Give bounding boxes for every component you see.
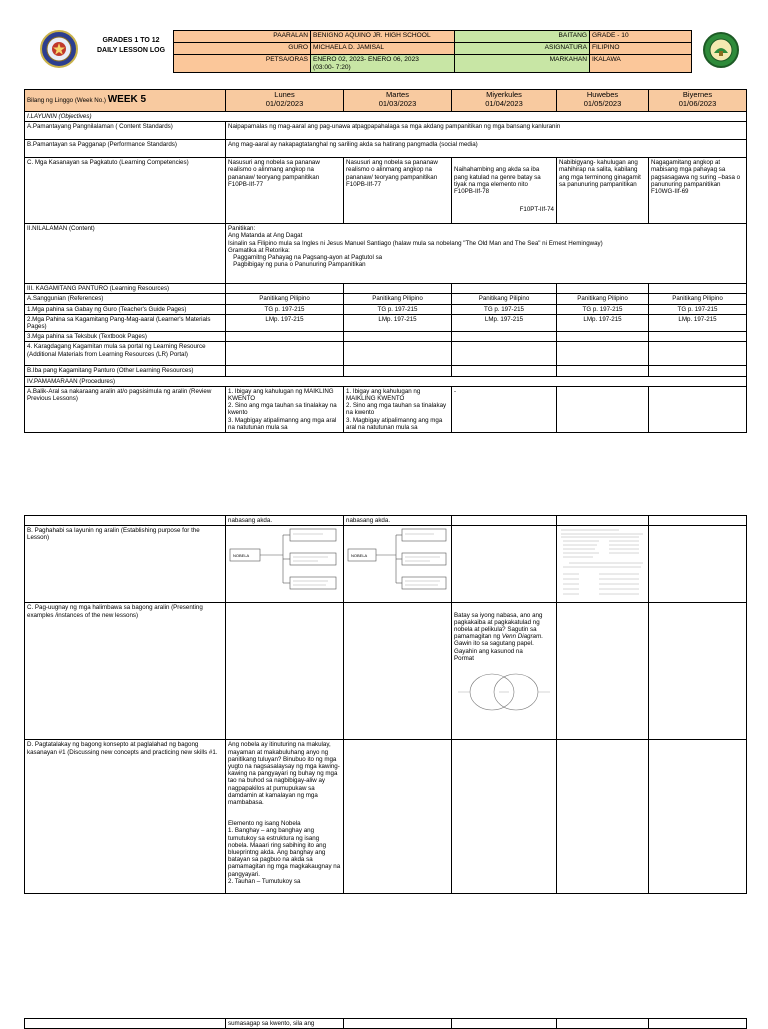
content-label: II.NILALAMAN (Content) — [25, 224, 226, 284]
ref-tue: Panitikang Pilipino — [344, 294, 452, 304]
grade-label: BAITANG — [455, 31, 590, 43]
lm-mon: LMp. 197-215 — [226, 314, 344, 331]
examples-label: C. Pag-uugnay ng mga halimbawa sa bagong aralin (Presenting examples /instances of the new lessons) — [25, 603, 226, 740]
discussion-mon: Ang nobela ay itinuturing na makulay, mayaman at makabuluhang anyo ng panitikang tuluyan? Binubuo ito ng mga yugto na nagsasalaysay ng mga kawing-kawing na pangyayari ng buhay ng mga tao na buhod sa nagbibigay-aliw ay nagpapakilos at pumupukaw sa damdamin at kamalayan ng mga mambabasa. Elemento ng isang Nobela 1. Banghay – ang banghay ang tumutukoy sa estruktura ng isang nobela. Maaari ring sabihing ito ang blueprintng akda. Ang banghay ang batayan sa pagbuo na akda sa pamamagitan ng mga magkakaugnay na pangyayari. 2. Tauhan – Tumutukoy sa — [226, 740, 344, 894]
title-line-1: GRADES 1 TO 12 — [102, 37, 160, 44]
competencies-label: C. Mga Kasanayan sa Pagkatuto (Learning Competencies) — [25, 158, 226, 224]
venn-diagram — [454, 668, 554, 716]
nobela-diagram-tue — [346, 527, 450, 597]
purpose-label: B. Paghahabi sa layunin ng aralin (Establishing purpose for the Lesson) — [25, 526, 226, 603]
school-label: PAARALAN — [174, 31, 311, 43]
objectives-heading: I.LAYUNIN (Objectives) — [25, 112, 747, 122]
day-header-wed: Miyerkules 01/04/2023 — [452, 90, 557, 112]
content-standards-text: Naipapamalas ng mag-aaral ang pag-unawa atpagpapahalaga sa mga akdang pampanitikan ng mga bansang kanluranin — [226, 122, 747, 140]
week-cell — [25, 90, 226, 112]
discussion-label: D. Pagtatalakay ng bagong konsepto at paglalahad ng bagong kasanayan #1 (Discussing new concepts and practicing new skills #1. — [25, 740, 226, 894]
ref-mon: Panitikang Pilipino — [226, 294, 344, 304]
review-tue: 1. Ibigay ang kahulugan ng MAIKLING KWENTO 2. Sino ang mga tauhan sa tinalakay na kwento 3. Magbigay atipalimanng ang mga aral na natutunan mula sa — [344, 386, 452, 432]
lesson-table-page1 — [24, 89, 747, 433]
ref-fri: Panitikang Pilipino — [649, 294, 747, 304]
review-mon: 1. Ibigay ang kahulugan ng MAIKLING KWENTO 2. Sino ang mga tauhan sa tinalakay na kwento 3. Magbigay atipalimanng ang mga aral na natutunan mula sa — [226, 386, 344, 432]
procedures-heading: IV.PAMAMARAAN (Procedures) — [25, 376, 747, 386]
continuation-tue: nabasang akda. — [344, 516, 452, 526]
log-title — [82, 36, 180, 56]
dates-value: ENERO 02, 2023- ENERO 06, 2023 (03:00- 7:20) — [311, 55, 455, 73]
purpose-mon — [226, 526, 344, 603]
week-value: WEEK 5 — [107, 94, 147, 106]
performance-standards-label: B.Pamantayan sa Pagganap (Performance Standards) — [25, 140, 226, 158]
other-resources-label: B.Iba pang Kagamitang Panturo (Other Learning Resources) — [25, 366, 226, 376]
lesson-table-page2 — [24, 515, 747, 894]
tg-thu: TG p. 197-215 — [557, 304, 649, 314]
tg-wed: TG p. 197-215 — [452, 304, 557, 314]
worksheet-thumbnail — [559, 527, 647, 599]
lm-thu: LMp. 197-215 — [557, 314, 649, 331]
competency-extra-code: F10PT-IIf-74 — [519, 206, 554, 214]
learner-materials-label: 2.Mga Pahina sa Kagamitang Pang-Mag-aaral (Learner's Materials Pages) — [25, 314, 226, 331]
grade-value: GRADE - 10 — [590, 31, 692, 43]
lm-tue: LMp. 197-215 — [344, 314, 452, 331]
week-label: Bilang ng Linggo (Week No.) — [27, 97, 106, 105]
subject-value: FILIPINO — [590, 43, 692, 55]
page3-mon: sumasagap sa kwento, sila ang — [226, 1019, 344, 1029]
nobela-diagram-mon — [228, 527, 342, 597]
title-line-2: DAILY LESSON LOG — [96, 47, 166, 54]
review-label: A.Balik-Aral sa nakaraang aralin at/o pagsisimula ng aralin (Review Previous Lessons) — [25, 386, 226, 432]
textbook-label: 3.Mga pahina sa Teksbuk (Textbook Pages) — [25, 332, 226, 342]
teacher-value: MICHAELA D. JAMISAL — [311, 43, 455, 55]
teacher-guide-label: 1.Mga pahina sa Gabay ng Guro (Teacher's Guide Pages) — [25, 304, 226, 314]
tg-mon: TG p. 197-215 — [226, 304, 344, 314]
header-table — [173, 30, 692, 73]
lm-fri: LMp. 197-215 — [649, 314, 747, 331]
ref-thu: Panitikang Pilipino — [557, 294, 649, 304]
subject-label: ASIGNATURA — [455, 43, 590, 55]
lm-wed: LMp. 197-215 — [452, 314, 557, 331]
quarter-label: MARKAHAN — [455, 55, 590, 73]
resources-heading: III. KAGAMITANG PANTURO (Learning Resources) — [25, 284, 226, 294]
continuation-mon: nabasang akda. — [226, 516, 344, 526]
school-value: BENIGNO AQUINO JR. HIGH SCHOOL — [311, 31, 455, 43]
day-header-thu: Huwebes 01/05/2023 — [557, 90, 649, 112]
ref-wed: Panitikang Pilipino — [452, 294, 557, 304]
competency-thu: Nabibigyang- kahulugan ang mahihirap na salita, kabilang ang mga terminong ginagamit sa panunuring pampanitikan — [557, 158, 649, 224]
diagram-label-mon: NOBELA — [233, 553, 250, 559]
content-standards-label: A.Pamantayang Pangnilalaman ( Content Standards) — [25, 122, 226, 140]
teacher-label: GURO — [174, 43, 311, 55]
examples-wed: Batay sa iyong nabasa, ano ang pagkakaiba at pagkakatulad ng nobela at pelikula? Sagutin sa pamamagitan ng Venn Diagram. Gawin ito sa sagutang papel. Gayahin ang kasunod na Pormat — [452, 603, 557, 740]
dates-label: PETSA/ORAS — [174, 55, 311, 73]
day-header-tue: Martes 01/03/2023 — [344, 90, 452, 112]
review-wed: - — [452, 386, 557, 432]
seal-icon — [45, 35, 73, 63]
performance-standards-text: Ang mag-aaral ay nakapagtatanghal ng sariling akda sa hatirang pangmadla (social media) — [226, 140, 747, 158]
competency-wed: Naihahambing ang akda sa iba pang katulad na genre batay sa tiyak na mga elemento nito F10PB-IIf-78 F10PT-IIf-74 — [452, 158, 557, 224]
competency-tue: Nasusuri ang nobela sa pananaw realismo o alinmang angkop na pananaw/ teoryang pampanitikan F10PB-IIf-77 — [344, 158, 452, 224]
deped-logo — [40, 30, 78, 68]
references-label: A.Sanggunian (References) — [25, 294, 226, 304]
purpose-tue — [344, 526, 452, 603]
tg-fri: TG p. 197-215 — [649, 304, 747, 314]
tg-tue: TG p. 197-215 — [344, 304, 452, 314]
day-header-fri: Biyernes 01/06/2023 — [649, 90, 747, 112]
competency-fri: Nagagamitang angkop at mabisang mga pahayag sa pagsasagawa ng suring –basa o panunuring pampanitikan F10WG-IIf-69 — [649, 158, 747, 224]
quarter-value: IKALAWA — [590, 55, 692, 73]
day-header-mon: Lunes 01/02/2023 — [226, 90, 344, 112]
purpose-thu-worksheet — [557, 526, 649, 603]
school-logo — [703, 32, 739, 68]
school-seal-icon — [708, 37, 734, 63]
diagram-label-tue: NOBELA — [351, 553, 368, 559]
content-text: Panitikan: Ang Matanda at Ang Dagat Isinalin sa Filipino mula sa Ingles ni Jesus Manuel Santiago (halaw mula sa nobelang "The Old Man and The Sea" ni Ernest Hemingway) Gramatika at Retorika: Paggamitng Pahayag na Pagsang-ayon at Pagtutol sa Pagbibigay ng puna o Panunuring Pampanitikan — [226, 224, 747, 284]
lr-portal-label: 4. Karagdagang Kagamitan mula sa portal ng Learning Resource (Additional Materials from Learning Resources (LR) Portal) — [25, 342, 226, 366]
competency-mon: Nasusuri ang nobela sa pananaw realismo o alinmang angkop na pananaw/ teoryang pampanitikan F10PB-IIf-77 — [226, 158, 344, 224]
